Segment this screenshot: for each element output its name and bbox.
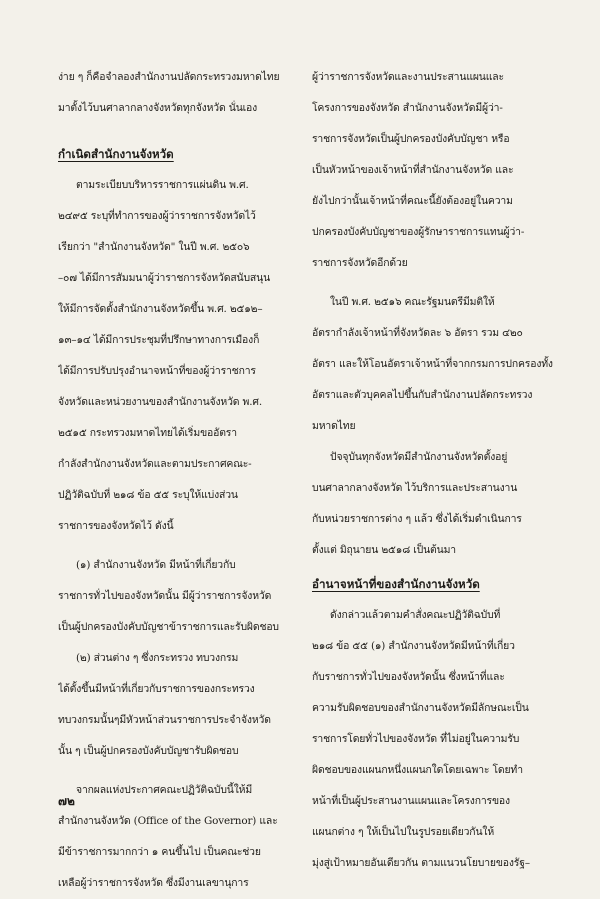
paragraph-gap	[58, 542, 306, 550]
section-heading-origin: กำเนิดสำนักงานจังหวัด	[58, 147, 174, 161]
body-line: ปฏิวัติฉบับที่ ๒๑๘ ข้อ ๕๕ ระบุให้แบ่งส่วน	[58, 489, 238, 501]
body-line: จังหวัดและหน่วยงานของสำนักงานจังหวัด พ.ศ.	[58, 396, 262, 408]
body-line: ความรับผิดชอบของสำนักงานจังหวัดมีลักษณะเป็น	[312, 702, 529, 714]
body-line: ปัจจุบันทุกจังหวัดมีสำนักงานจังหวัดตั้งอยู่	[330, 451, 508, 463]
body-line: เรียกว่า "สำนักงานจังหวัด" ในปี พ.ศ. ๒๕๐๖	[58, 241, 250, 253]
body-line: ง่าย ๆ ก็คือจำลองสำนักงานปลัดกระทรวงมหาดไทย	[58, 71, 280, 83]
body-line: ๒๑๘ ข้อ ๕๕ (๑) สำนักงานจังหวัดมีหน้าที่เกี่ยว	[312, 640, 515, 652]
body-line: เป็นหัวหน้าของเจ้าหน้าที่สำนักงานจังหวัด และ	[312, 164, 514, 176]
body-line: ราชการจังหวัดอีกด้วย	[312, 257, 408, 269]
body-line: ผิดชอบของแผนกหนึ่งแผนกใดโดยเฉพาะ โดยทำ	[312, 764, 523, 776]
list-item-line: (๒) ส่วนต่าง ๆ ซึ่งกระทรวง ทบวงกรม	[76, 652, 239, 664]
page-number: ๗๒	[58, 794, 75, 808]
body-line: ได้มีการปรับปรุงอำนาจหน้าที่ของผู้ว่าราชการ	[58, 365, 256, 377]
body-line: มาตั้งไว้บนศาลากลางจังหวัดทุกจังหวัด นั่นเอง	[58, 102, 258, 114]
body-line: กับราชการทั่วไปของจังหวัดนั้น ซึ่งหน้าที่และ	[312, 671, 505, 683]
body-line: มหาดไทย	[312, 420, 356, 432]
list-item-line: เป็นผู้ปกครองบังคับบัญชาข้าราชการและรับผิดชอบ	[58, 621, 279, 633]
body-line: สำนักงานจังหวัด (Office of the Governor) และ	[58, 815, 278, 827]
list-item-line: ราชการทั่วไปของจังหวัดนั้น มีผู้ว่าราชการจังหวัด	[58, 590, 272, 602]
body-line: แผนกต่าง ๆ ให้เป็นไปในรูปรอยเดียวกันให้	[312, 826, 495, 838]
paragraph-gap	[58, 767, 306, 775]
body-line: ดังกล่าวแล้วตามคำสั่งคณะปฏิวัติฉบับที่	[330, 609, 501, 621]
body-line: ราชการจังหวัดเป็นผู้ปกครองบังคับบัญชา หรือ	[312, 133, 510, 145]
list-item-line: ทบวงกรมนั้นๆมีหัวหน้าส่วนราชการประจำจังหวัด	[58, 714, 271, 726]
list-item-line: ได้ตั้งขึ้นมีหน้าที่เกี่ยวกับราชการของกระทรวง	[58, 683, 255, 695]
body-line: ๒๕๑๕ กระทรวงมหาดไทยได้เริ่มขออัตรา	[58, 427, 237, 439]
body-line: ๑๓–๑๔ ได้มีการประชุมที่ปรึกษาทางการเมืองก็	[58, 334, 260, 346]
body-line: มีข้าราชการมากกว่า ๑ คนขึ้นไป เป็นคณะช่วย	[58, 846, 261, 858]
body-line: กำลังสำนักงานจังหวัดและตามประกาศคณะ-	[58, 458, 252, 470]
list-item-line: นั้น ๆ เป็นผู้ปกครองบังคับบัญชารับผิดชอบ	[58, 745, 239, 757]
section-heading-duties: อำนาจหน้าที่ของสำนักงานจังหวัด	[312, 577, 480, 591]
body-line: จากผลแห่งประกาศคณะปฏิวัติฉบับนี้ให้มี	[76, 784, 253, 796]
body-line: กับหน่วยราชการต่าง ๆ แล้ว ซึ่งได้เริ่มดำเนินการ	[312, 513, 522, 525]
body-line: หน้าที่เป็นผู้ประสานงานแผนและโครงการของ	[312, 795, 510, 807]
body-line: มุ่งสู่เป้าหมายอันเดียวกัน ตามแนวนโยบายของรัฐ–	[312, 857, 530, 869]
body-line: ปกครองบังคับบัญชาของผู้รักษาราชการแทนผู้ว่า-	[312, 226, 525, 238]
body-line: เหลือผู้ว่าราชการจังหวัด ซึ่งมีงานเลขานุการ	[58, 877, 249, 889]
body-line: ราชการโดยทั่วไปของจังหวัด ที่ไม่อยู่ในความรับ	[312, 733, 520, 745]
body-line: ตามระเบียบบริหารราชการแผ่นดิน พ.ศ.	[76, 179, 249, 191]
body-line: ยังไปกว่านั้นเจ้าหน้าที่คณะนี้ยังต้องอยู่ในความ	[312, 195, 513, 207]
left-column	[58, 62, 306, 899]
body-line: อัตรากำลังเจ้าหน้าที่จังหวัดละ ๖ อัตรา รวม ๔๒๐	[312, 327, 523, 339]
list-item-line: (๑) สำนักงานจังหวัด มีหน้าที่เกี่ยวกับ	[76, 559, 236, 571]
body-line: โครงการของจังหวัด สำนักงานจังหวัดมีผู้ว่า-	[312, 102, 503, 114]
body-line: ราชการของจังหวัดไว้ ดังนี้	[58, 520, 174, 532]
body-line: ในปี พ.ศ. ๒๕๑๖ คณะรัฐมนตรีมีมติให้	[330, 296, 495, 308]
body-line: ให้มีการจัดตั้งสำนักงานจังหวัดขึ้น พ.ศ. ๒๕๑๒–	[58, 303, 263, 315]
right-column	[312, 62, 578, 879]
body-line: ตั้งแต่ มิถุนายน ๒๕๑๘ เป็นต้นมา	[312, 544, 456, 556]
body-line: บนศาลากลางจังหวัด ไว้บริการและประสานงาน	[312, 482, 518, 494]
paragraph-gap	[312, 279, 578, 287]
body-line: ผู้ว่าราชการจังหวัดและงานประสานแผนและ	[312, 71, 504, 83]
body-line: ๒๔๙๕ ระบุที่ทำการของผู้ว่าราชการจังหวัดไว้	[58, 210, 256, 222]
body-line: อัตราและตัวบุคคลไปขึ้นกับสำนักงานปลัดกระทรวง	[312, 389, 533, 401]
body-line: –๐๗ ได้มีการสัมมนาผู้ว่าราชการจังหวัดสนับสนุน	[58, 272, 271, 284]
body-line: อัตรา และให้โอนอัตราเจ้าหน้าที่จากกรมการปกครองทั้ง	[312, 358, 553, 370]
